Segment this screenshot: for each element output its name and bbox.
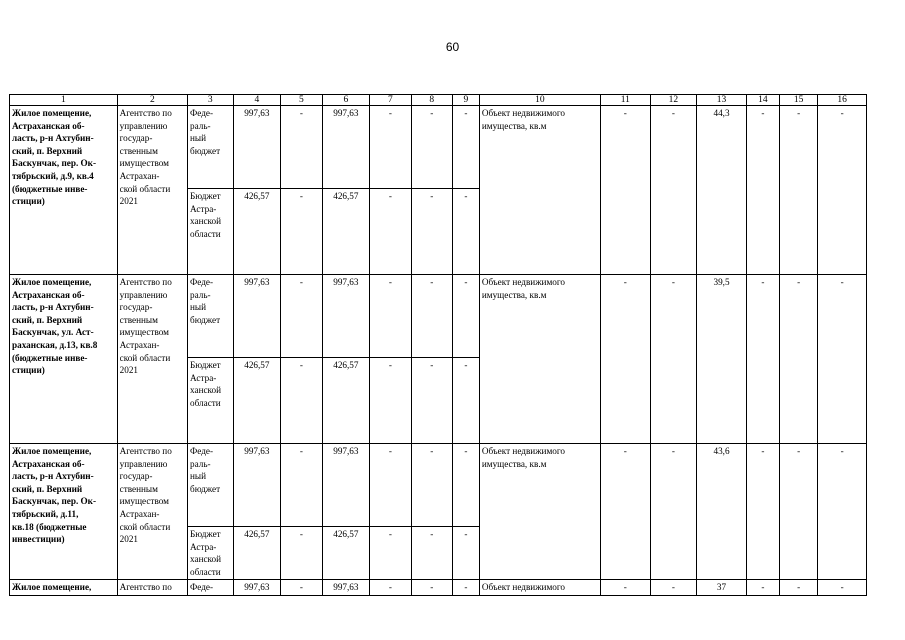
object-name-cell: Жилое помещение, Астраханская об- ласть, р-н Ахтубин- ский, п. Верхний Баскунчак, пер. Ок- тябрьский, д.9, кв.4 (бюджетные инве- стиции): [10, 106, 118, 275]
indicator-cell-c15: -: [779, 444, 817, 580]
amount-cell-c6: 426,57: [322, 527, 370, 580]
amount-cell-c6: 997,63: [322, 580, 370, 596]
agency-cell: Агентство по: [117, 580, 187, 596]
amount-cell-c6: 426,57: [322, 189, 370, 275]
amount-cell-c4: 997,63: [233, 580, 281, 596]
result-indicator-cell: Объект недвижимого: [479, 580, 600, 596]
agency-cell: Агентство по управлению государ- ственным имуществом Астрахан- ской области 2021: [117, 106, 187, 275]
amount-cell-c4: 997,63: [233, 106, 281, 189]
amount-cell-c9: -: [452, 580, 479, 596]
amount-cell-c8: -: [411, 106, 452, 189]
amount-cell-c8: -: [411, 580, 452, 596]
amount-cell-c9: -: [452, 527, 479, 580]
column-header: 4: [233, 95, 281, 106]
column-header: 6: [322, 95, 370, 106]
amount-cell-c5: -: [281, 275, 322, 358]
column-header: 14: [746, 95, 779, 106]
column-header: 3: [188, 95, 234, 106]
funding-source-cell: Феде- раль- ный бюджет: [188, 106, 234, 189]
indicator-cell-c15: -: [779, 106, 817, 275]
object-name-cell: Жилое помещение, Астраханская об- ласть, р-н Ахтубин- ский, п. Верхний Баскунчак, ул. Аст- раханская, д.13, кв.8 (бюджетные инве- стиции): [10, 275, 118, 444]
indicator-cell-c13: 39,5: [697, 275, 747, 444]
column-header: 16: [818, 95, 867, 106]
amount-cell-c7: -: [370, 275, 411, 358]
agency-cell: Агентство по управлению государ- ственным имуществом Астрахан- ской области 2021: [117, 444, 187, 580]
indicator-cell-c11: -: [600, 444, 650, 580]
column-header: 5: [281, 95, 322, 106]
column-header: 1: [10, 95, 118, 106]
page-number: 60: [445, 40, 460, 54]
funding-source-cell: Бюджет Астра- ханской области: [188, 527, 234, 580]
indicator-cell-c12: -: [650, 444, 697, 580]
amount-cell-c5: -: [281, 358, 322, 444]
amount-cell-c9: -: [452, 189, 479, 275]
indicator-cell-c12: -: [650, 106, 697, 275]
amount-cell-c7: -: [370, 527, 411, 580]
funding-source-cell: Бюджет Астра- ханской области: [188, 189, 234, 275]
amount-cell-c4: 997,63: [233, 275, 281, 358]
amount-cell-c6: 997,63: [322, 444, 370, 527]
amount-cell-c9: -: [452, 358, 479, 444]
indicator-cell-c11: -: [600, 275, 650, 444]
indicator-cell-c16: -: [818, 580, 867, 596]
amount-cell-c8: -: [411, 444, 452, 527]
amount-cell-c5: -: [281, 106, 322, 189]
amount-cell-c8: -: [411, 527, 452, 580]
amount-cell-c9: -: [452, 275, 479, 358]
indicator-cell-c14: -: [746, 275, 779, 444]
amount-cell-c7: -: [370, 106, 411, 189]
amount-cell-c4: 426,57: [233, 358, 281, 444]
amount-cell-c5: -: [281, 580, 322, 596]
amount-cell-c8: -: [411, 358, 452, 444]
amount-cell-c7: -: [370, 444, 411, 527]
column-header: 13: [697, 95, 747, 106]
amount-cell-c8: -: [411, 275, 452, 358]
program-objects-table: [9, 94, 867, 596]
column-header: 8: [411, 95, 452, 106]
column-header: 2: [117, 95, 187, 106]
amount-cell-c4: 426,57: [233, 527, 281, 580]
indicator-cell-c15: -: [779, 580, 817, 596]
amount-cell-c5: -: [281, 189, 322, 275]
amount-cell-c6: 997,63: [322, 275, 370, 358]
amount-cell-c6: 426,57: [322, 358, 370, 444]
result-indicator-cell: Объект недвижимого имущества, кв.м: [479, 444, 600, 580]
amount-cell-c5: -: [281, 527, 322, 580]
table-row: [10, 444, 867, 527]
table-row: [10, 106, 867, 189]
indicator-cell-c12: -: [650, 580, 697, 596]
indicator-cell-c13: 43,6: [697, 444, 747, 580]
column-header: 11: [600, 95, 650, 106]
header-row: [10, 95, 867, 106]
amount-cell-c4: 997,63: [233, 444, 281, 527]
indicator-cell-c14: -: [746, 106, 779, 275]
result-indicator-cell: Объект недвижимого имущества, кв.м: [479, 106, 600, 275]
table-row: [10, 580, 867, 596]
amount-cell-c9: -: [452, 444, 479, 527]
indicator-cell-c11: -: [600, 106, 650, 275]
amount-cell-c7: -: [370, 189, 411, 275]
indicator-cell-c15: -: [779, 275, 817, 444]
indicator-cell-c14: -: [746, 580, 779, 596]
column-header: 15: [779, 95, 817, 106]
indicator-cell-c13: 37: [697, 580, 747, 596]
funding-source-cell: Феде-: [188, 580, 234, 596]
funding-source-cell: Феде- раль- ный бюджет: [188, 444, 234, 527]
column-header: 9: [452, 95, 479, 106]
indicator-cell-c11: -: [600, 580, 650, 596]
column-header: 10: [479, 95, 600, 106]
column-header: 7: [370, 95, 411, 106]
result-indicator-cell: Объект недвижимого имущества, кв.м: [479, 275, 600, 444]
column-header: 12: [650, 95, 697, 106]
amount-cell-c8: -: [411, 189, 452, 275]
amount-cell-c5: -: [281, 444, 322, 527]
table-row: [10, 275, 867, 358]
amount-cell-c6: 997,63: [322, 106, 370, 189]
indicator-cell-c14: -: [746, 444, 779, 580]
indicator-cell-c16: -: [818, 444, 867, 580]
amount-cell-c7: -: [370, 358, 411, 444]
indicator-cell-c16: -: [818, 106, 867, 275]
amount-cell-c9: -: [452, 106, 479, 189]
amount-cell-c7: -: [370, 580, 411, 596]
object-name-cell: Жилое помещение, Астраханская об- ласть, р-н Ахтубин- ский, п. Верхний Баскунчак, пер. Ок- тябрьский, д.11, кв.18 (бюджетные инвестиции): [10, 444, 118, 580]
funding-source-cell: Бюджет Астра- ханской области: [188, 358, 234, 444]
funding-source-cell: Феде- раль- ный бюджет: [188, 275, 234, 358]
indicator-cell-c16: -: [818, 275, 867, 444]
indicator-cell-c13: 44,3: [697, 106, 747, 275]
amount-cell-c4: 426,57: [233, 189, 281, 275]
agency-cell: Агентство по управлению государ- ственным имуществом Астрахан- ской области 2021: [117, 275, 187, 444]
object-name-cell: Жилое помещение,: [10, 580, 118, 596]
indicator-cell-c12: -: [650, 275, 697, 444]
